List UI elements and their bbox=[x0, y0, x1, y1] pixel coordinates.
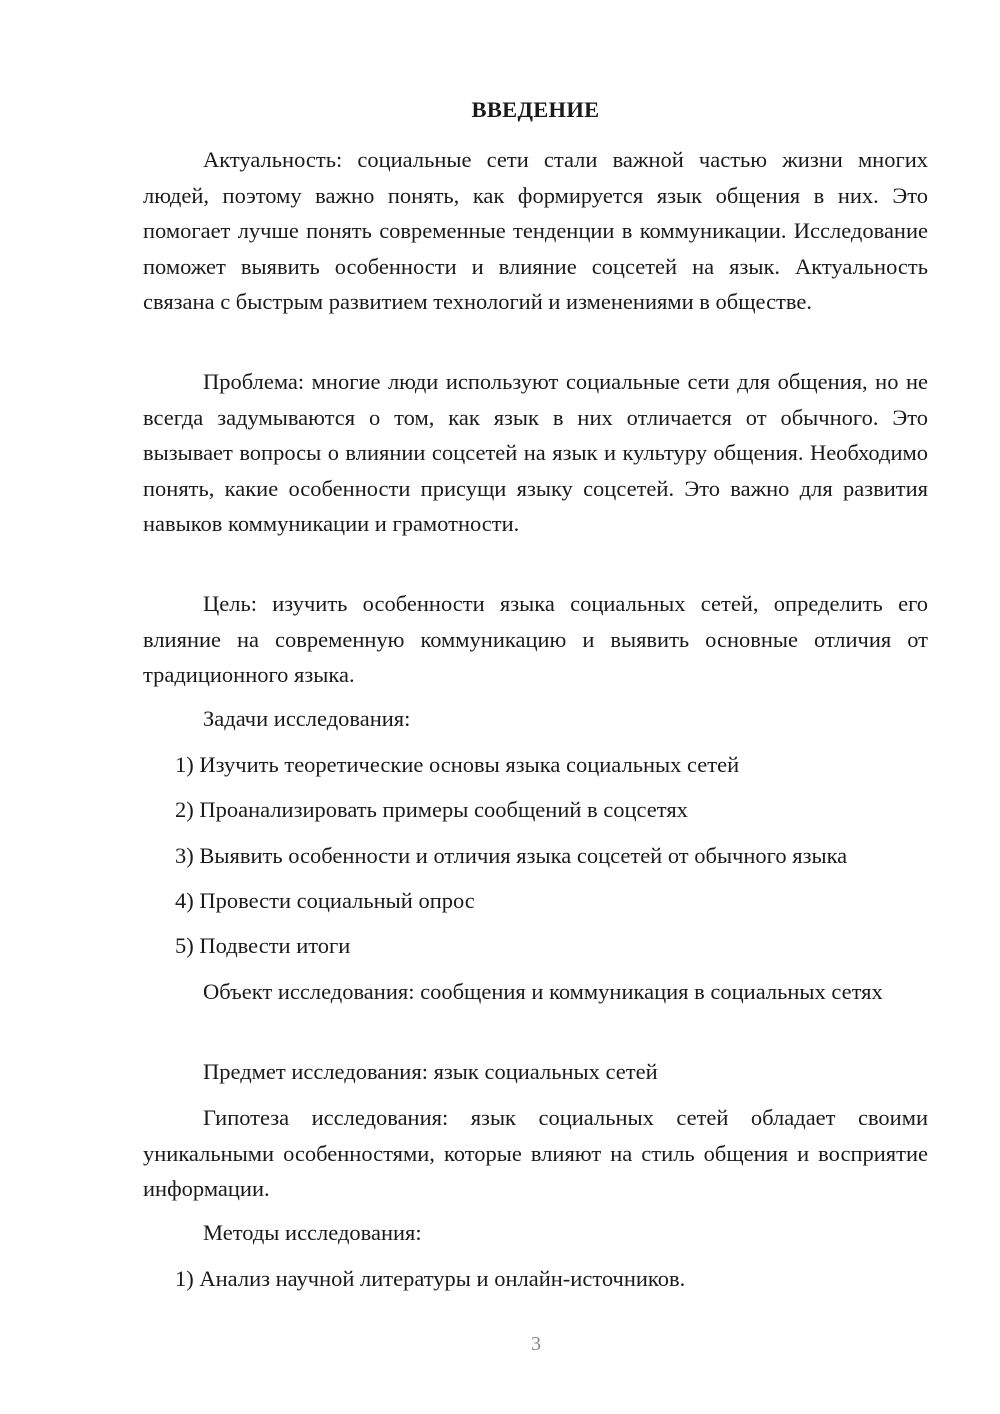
page-number: 3 bbox=[531, 1333, 541, 1355]
paragraph-problem: Проблема: многие люди используют социальные сети для общения, но не всегда задумываются о том, как язык в них отличается от обычного. Это вызывает вопросы о влиянии соцсетей на язык и культуру общения. Необходимо понять, какие особенности присущи языку соцсетей. Это важно для развития навыков коммуникации и грамотности. bbox=[143, 369, 928, 536]
task-item: 1) Изучить теоретические основы языка социальных сетей bbox=[175, 752, 740, 777]
paragraph-hypothesis: Гипотеза исследования: язык социальных сетей обладает своими уникальными особенностями, которые влияют на стиль общения и восприятие информации. bbox=[143, 1105, 928, 1201]
task-item: 5) Подвести итоги bbox=[175, 933, 351, 958]
method-item: 1) Анализ научной литературы и онлайн-источников. bbox=[175, 1266, 686, 1291]
task-item: 3) Выявить особенности и отличия языка соцсетей от обычного языка bbox=[175, 843, 848, 868]
subject-line: Предмет исследования: язык социальных сетей bbox=[203, 1059, 658, 1084]
paragraph-relevance: Актуальность: социальные сети стали важной частью жизни многих людей, поэтому важно понять, как формируется язык общения в них. Это помогает лучше понять современные тенденции в коммуникации. Исследование поможет выявить особенности и влияние соцсетей на язык. Актуальность связана с быстрым развитием технологий и изменениями в обществе. bbox=[143, 147, 928, 314]
methods-heading: Методы исследования: bbox=[203, 1220, 422, 1245]
paragraph-goal: Цель: изучить особенности языка социальных сетей, определить его влияние на современную коммуникацию и выявить основные отличия от традиционного языка. bbox=[143, 591, 928, 687]
task-item: 2) Проанализировать примеры сообщений в соцсетях bbox=[175, 797, 688, 822]
task-item: 4) Провести социальный опрос bbox=[175, 888, 475, 913]
page-title: ВВЕДЕНИЕ bbox=[471, 97, 600, 122]
paragraph-object: Объект исследования: сообщения и коммуникация в социальных сетях bbox=[203, 979, 883, 1004]
tasks-heading: Задачи исследования: bbox=[203, 706, 411, 731]
